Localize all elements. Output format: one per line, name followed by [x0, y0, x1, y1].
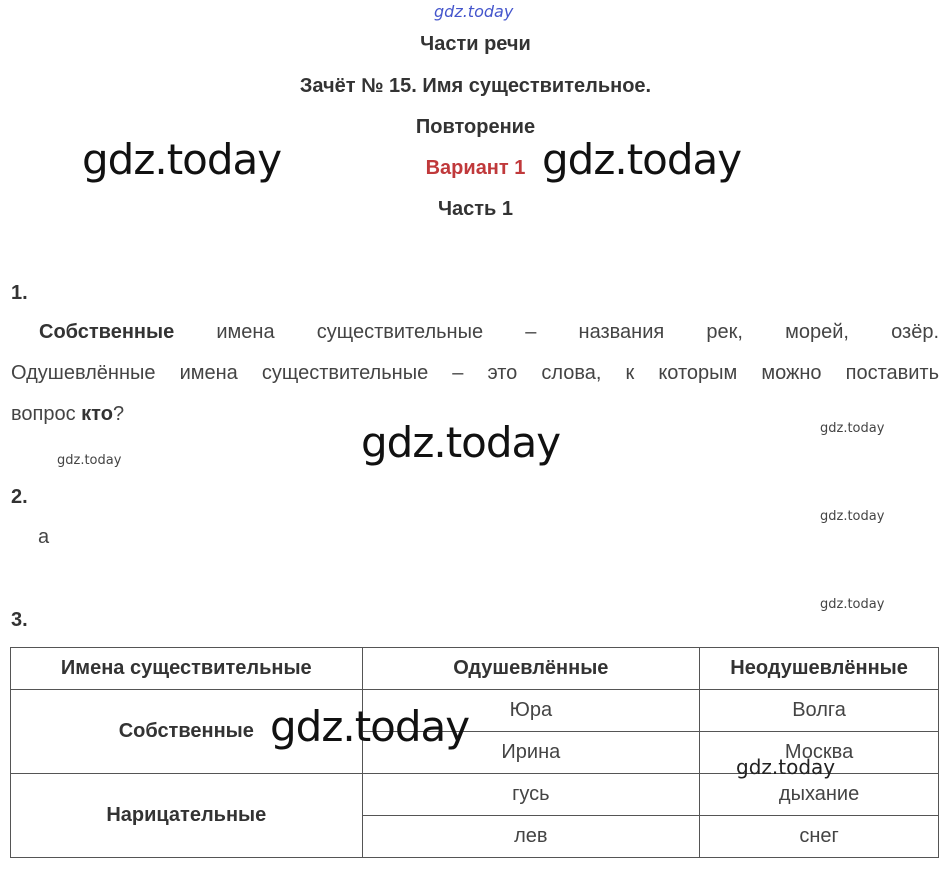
- subtitle: Повторение: [415, 116, 536, 138]
- table-cell: снег: [700, 816, 939, 858]
- task1-text3b: ?: [112, 403, 125, 425]
- task1-text3a: вопрос: [11, 403, 76, 425]
- row-label-common: Нарицательные: [11, 774, 363, 858]
- part-title: Часть 1: [437, 198, 514, 220]
- watermark-small-1: gdz.today: [820, 421, 885, 436]
- table-cell: дыхание: [700, 774, 939, 816]
- task2-answer: а: [38, 526, 50, 548]
- table-header: Имена существительные: [11, 648, 363, 690]
- watermark-small-4: gdz.today: [820, 597, 885, 612]
- table-cell: Юра: [362, 690, 700, 732]
- task1-line1: [39, 312, 939, 353]
- task1-line2: Одушевлённые имена существительные – это слова, к которым можно поставить: [11, 362, 939, 384]
- table-cell: лев: [362, 816, 700, 858]
- row-label-proper: Собственные: [11, 690, 363, 774]
- nouns-table: [10, 647, 939, 858]
- watermark-2: gdz.today: [542, 135, 742, 184]
- table-cell: Волга: [700, 690, 939, 732]
- table-cell: Москва: [700, 732, 939, 774]
- task2-number: 2.: [11, 486, 28, 508]
- table-cell: Ирина: [362, 732, 700, 774]
- table-row: [11, 774, 939, 816]
- task1-text1: имена существительные – названия рек, морей, озёр.: [216, 321, 939, 343]
- task3-number: 3.: [11, 609, 28, 631]
- bold-proper: Собственные: [39, 321, 175, 343]
- watermark-top: gdz.today: [434, 2, 514, 21]
- section-title: Части речи: [420, 33, 531, 55]
- table-row: [11, 690, 939, 732]
- watermark-4: gdz.today: [270, 702, 470, 751]
- watermark-small-3: gdz.today: [820, 509, 885, 524]
- table-cell: гусь: [362, 774, 700, 816]
- test-title: Зачёт № 15. Имя существительное.: [299, 75, 652, 97]
- task1-line3: [11, 394, 124, 435]
- task1-number: 1.: [11, 282, 28, 304]
- bold-kto: кто: [81, 403, 113, 425]
- watermark-1: gdz.today: [82, 135, 282, 184]
- table-header: Одушевлённые: [362, 648, 700, 690]
- watermark-3: gdz.today: [361, 418, 561, 467]
- table-header-row: [11, 648, 939, 690]
- variant-title: Вариант 1: [425, 157, 526, 179]
- watermark-small-2: gdz.today: [57, 453, 122, 468]
- watermark-small-5: gdz.today: [736, 755, 836, 779]
- table-header: Неодушевлённые: [700, 648, 939, 690]
